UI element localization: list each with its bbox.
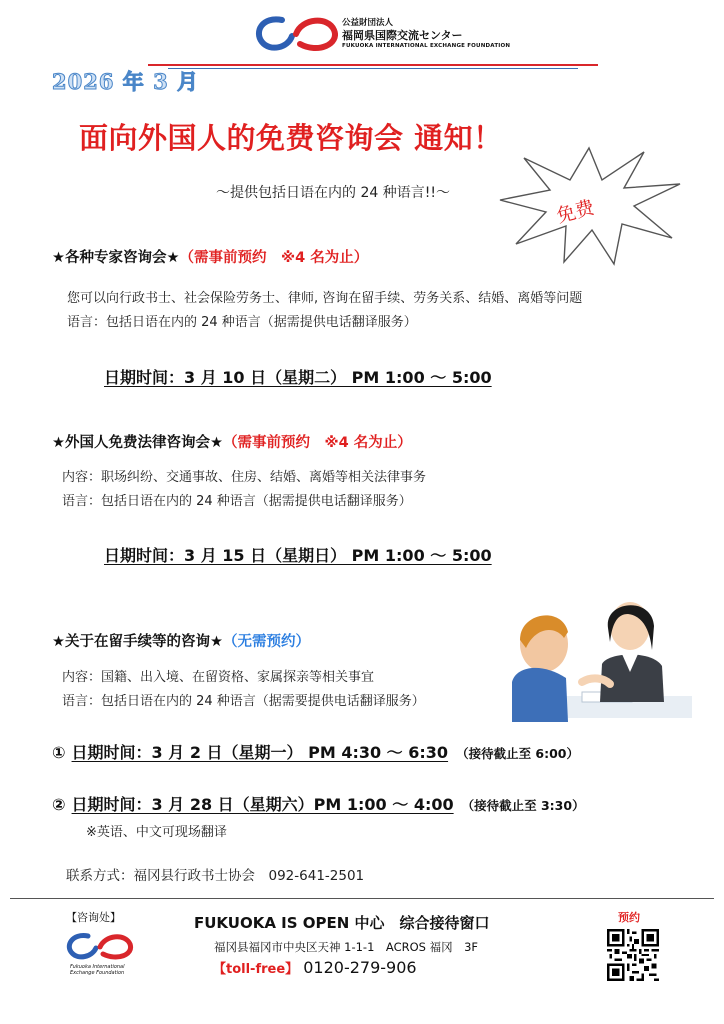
- header-divider-blue: [168, 68, 578, 69]
- section-1-heading: [52, 246, 368, 267]
- center-title: FUKUOKA IS OPEN 中心 综合接待窗口: [194, 914, 490, 932]
- issue-date: 2026 年 3 月: [52, 69, 199, 94]
- footer-logo: [64, 932, 134, 962]
- footer-logo-text: Fukuoka International Exchange Foundation: [70, 964, 125, 976]
- consultation-illustration: [512, 592, 692, 722]
- footer-divider: [10, 898, 714, 899]
- section-3-heading: [52, 630, 310, 651]
- session-2-deadline: （接待截止至 3:30）: [461, 798, 585, 813]
- section-1-title: ★各种专家咨询会★: [52, 250, 180, 266]
- session-2: [52, 792, 585, 815]
- section-2-line-2: 语言：包括日语在内的 24 种语言（据需提供电话翻译服务）: [62, 494, 412, 509]
- toll-free-phone: [213, 958, 417, 977]
- free-badge-label: 免费: [554, 196, 597, 228]
- page-title: 面向外国人的免费咨询会 通知！: [79, 121, 503, 155]
- session-1-deadline: （接待截止至 6:00）: [456, 746, 580, 761]
- header-divider-red: [148, 64, 598, 66]
- phone-number: 0120-279-906: [303, 958, 417, 977]
- section-1-datetime: 日期时间：3 月 10 日（星期二） PM 1:00 ～ 5:00: [104, 368, 492, 387]
- session-2-number: ②: [52, 795, 66, 814]
- toll-free-label: 【toll-free】: [213, 962, 299, 977]
- consult-label: 【咨询处】: [66, 911, 121, 924]
- contact-info: 联系方式：福冈县行政书士协会 092-641-2501: [66, 868, 365, 884]
- section-3-title: ★关于在留手续等的咨询★: [52, 634, 223, 650]
- section-1-line-1: 您可以向行政书士、社会保险劳务士、律师, 咨询在留手续、劳务关系、结婚、离婚等问题: [67, 291, 583, 306]
- qr-code-icon[interactable]: [607, 929, 659, 981]
- session-1: [52, 740, 579, 763]
- foundation-logo: [252, 14, 338, 54]
- session-2-datetime: 日期时间：3 月 28 日（星期六）PM 1:00 ～ 4:00: [71, 795, 454, 814]
- session-1-number: ①: [52, 743, 66, 762]
- reserve-label: 预约: [618, 911, 640, 924]
- org-name: 福岡県国際交流センター: [342, 29, 463, 42]
- section-1-line-2: 语言：包括日语在内的 24 种语言（据需提供电话翻译服务）: [67, 315, 417, 330]
- translation-remark: ※英语、中文可现场翻译: [86, 825, 227, 840]
- section-3-line-1: 内容：国籍、出入境、在留资格、家属探亲等相关事宜: [62, 670, 375, 685]
- section-2-title: ★外国人免费法律咨询会★: [52, 435, 223, 451]
- section-2-line-1: 内容：职场纠纷、交通事故、住房、结婚、离婚等相关法律事务: [62, 470, 427, 485]
- session-1-datetime: 日期时间：3 月 2 日（星期一） PM 4:30 ～ 6:30: [71, 743, 449, 762]
- center-address: 福冈县福冈市中央区天神 1-1-1 ACROS 福冈 3F: [214, 940, 479, 954]
- section-3-line-2: 语言：包括日语在内的 24 种语言（据需要提供电话翻译服务）: [62, 694, 425, 709]
- section-2-note: （需事前预约 ※4 名为止）: [223, 435, 412, 451]
- org-name-en: FUKUOKA INTERNATIONAL EXCHANGE FOUNDATION: [342, 43, 511, 49]
- section-3-note: （无需预约）: [223, 634, 310, 650]
- section-2-datetime: 日期时间：3 月 15 日（星期日） PM 1:00 ～ 5:00: [104, 546, 492, 565]
- section-1-note: （需事前预约 ※4 名为止）: [179, 250, 369, 266]
- org-type: 公益財団法人: [342, 18, 394, 28]
- section-2-heading: [52, 431, 412, 452]
- page-subtitle: ～提供包括日语在内的 24 种语言!!～: [216, 185, 450, 201]
